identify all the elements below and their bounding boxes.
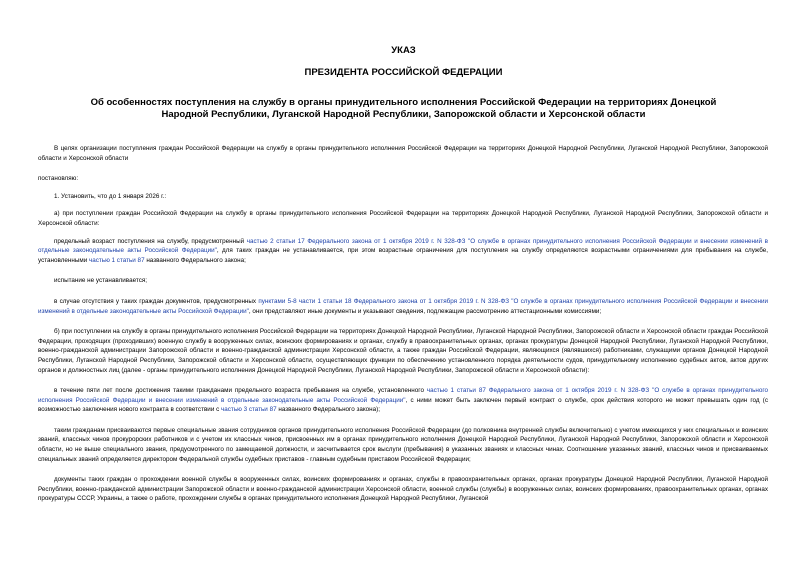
age-limit-text-2: , для таких граждан не устанавливается, при этом возрастные ограничения для поступления на службу определяются возрастными ограничениями для пребывания на службе, установленными	[38, 247, 768, 264]
decree-type-heading: УКАЗ	[391, 45, 416, 56]
five-years-text-3: названного Федерального закона);	[276, 406, 381, 414]
five-years-paragraph	[38, 386, 768, 415]
clause-1-paragraph: 1. Установить, что до 1 января 2026 г.:	[54, 192, 167, 200]
intro-paragraph: В целях организации поступления граждан Российской Федерации на службу в органы принудительного исполнения Российской Федерации на территориях Донецкой Народной Республики, Луганской Народной Республики, Запорожской области и Херсонской области	[38, 145, 768, 162]
service-documents-paragraph: документы таких граждан о прохождении военной службы в вооруженных силах, воинских формированиях и органах, службы в правоохранительных органах, органах прокуратуры Донецкой Народной Республики, Луганской Народной Республики, военно-гражданской администрации Запорожской области и военно-гражданской администрации Херсонской области, военной службы (службы) в вооруженных силах, воинских формированиях, правоохранительных органах, органах прокуратуры СССР, Украины, а также о работе, прохождении службы в органах принудительного исполнения Донецкой Народной Республики, Луганской	[38, 476, 768, 503]
law-link-part2-art17[interactable]: частью 2 статьи 17 Федерального закона от 1 октября 2019 г. N 328-ФЗ "О службе в органах принудительного исполнения Российской Федерации и внесении изменений в отдельные законодательные акты Российской Федерации"	[38, 237, 768, 255]
document-body	[38, 144, 768, 504]
clause-b-paragraph: б) при поступлении на службу в органы принудительного исполнения Российской Федерации на территориях Донецкой Народной Республики, Луганской Народной Республики, Запорожской области и Херсонской области граждан Российской Федерации, проходящих (проходивших) военную службу в вооруженных силах, воинских формированиях и органах, службу в правоохранительных органах, органах прокуратуры Донецкой Народной Республики, Луганской Народной Республики, военно-гражданской администрации Запорожской области и военно-гражданской администрации Херсонской области, а также граждан Российской Федерации, являющихся (являвшихся) работниками, служащими органов Донецкой Народной Республики, Луганской Народной Республики, Запорожской области и Херсонской области, осуществляющих функции по обеспечению установленного порядка деятельности судов, принудительному исполнению судебных актов, актов других органов и должностных лиц (далее - органы принудительного исполнения Донецкой Народной Республики, Луганской Народной Республики, Запорожской области и Херсонской области):	[38, 328, 768, 374]
issuer-heading: ПРЕЗИДЕНТА РОССИЙСКОЙ ФЕДЕРАЦИИ	[304, 67, 503, 78]
decree-paragraph: постановляю:	[38, 175, 79, 183]
age-limit-text-3: названного Федерального закона;	[144, 256, 246, 264]
clause-a-paragraph: а) при поступлении граждан Российской Федерации на службу в органы принудительного исполнения Российской Федерации на территориях Донецкой Народной Республики, Луганской Народной Республики, Запорожской области и Херсонской области:	[38, 210, 768, 227]
ranks-paragraph: таким гражданам присваиваются первые специальные звания сотрудников органов принудительного исполнения Российской Федерации (до полковника внутренней службы включительно) с учетом имеющихся у них специальных и воинских званий, классных чинов прокурорских работников и с учетом их классных чинов, присвоенных им в органах принудительного исполнения Донецкой Народной Республики, Луганской Народной Республики, Запорожской области и Херсонской области, но не выше специального звания, предусмотренного по замещаемой должности, и засчитывается срок выслуги (пребывания) в указанных званиях и классных чинах. Соотношение указанных званий, классных чинов и присваиваемых специальных званий определяется директором Федеральной службы судебных приставов - главным судебным приставом Российской Федерации;	[38, 426, 768, 463]
age-limit-paragraph	[38, 237, 768, 266]
age-limit-text-1: предельный возраст поступления на службу, предусмотренный	[54, 237, 247, 245]
law-link-part3-art87[interactable]: частью 3 статьи 87	[221, 406, 277, 414]
probation-paragraph: испытание не устанавливается;	[54, 277, 147, 285]
missing-docs-text-1: в случае отсутствия у таких граждан документов, предусмотренных	[54, 297, 259, 305]
five-years-text-1: в течение пяти лет после достижения такими гражданами предельного возраста пребывания на службе, установленного	[54, 387, 427, 395]
missing-docs-paragraph	[38, 297, 768, 316]
five-years-text-2: , с ними может быть заключен первый контракт о службе, срок действия которого не может превышать один год (с возможностью заключения нового контракта в соответствии с	[38, 396, 768, 414]
law-link-part1-art87[interactable]: частью 1 статьи 87	[88, 256, 145, 264]
missing-docs-text-2: , они представляют иные документы и указывают сведения, подлежащие рассмотрению аттестационными комиссиями;	[248, 307, 602, 315]
law-link-part1-art87-full[interactable]: частью 1 статьи 87 Федерального закона от 1 октября 2019 г. N 328-ФЗ "О службе в органах принудительного исполнения Российской Федерации и внесении изменений в отдельные законодательные акты Российской Федерации"	[38, 387, 768, 404]
law-link-items-5-8[interactable]: пунктами 5-8 части 1 статьи 18 Федерального закона от 1 октября 2019 г. N 328-ФЗ "О службе в органах принудительного исполнения Российской Федерации и внесении изменений в отдельные законодательные акты Российской Федерации"	[38, 297, 768, 315]
decree-subject-heading: Об особенностях поступления на службу в органы принудительного исполнения Российской Федерации на территориях Донецкой Народной Республики, Луганской Народной Республики, Запорожской области и Херсонской области	[90, 97, 717, 120]
